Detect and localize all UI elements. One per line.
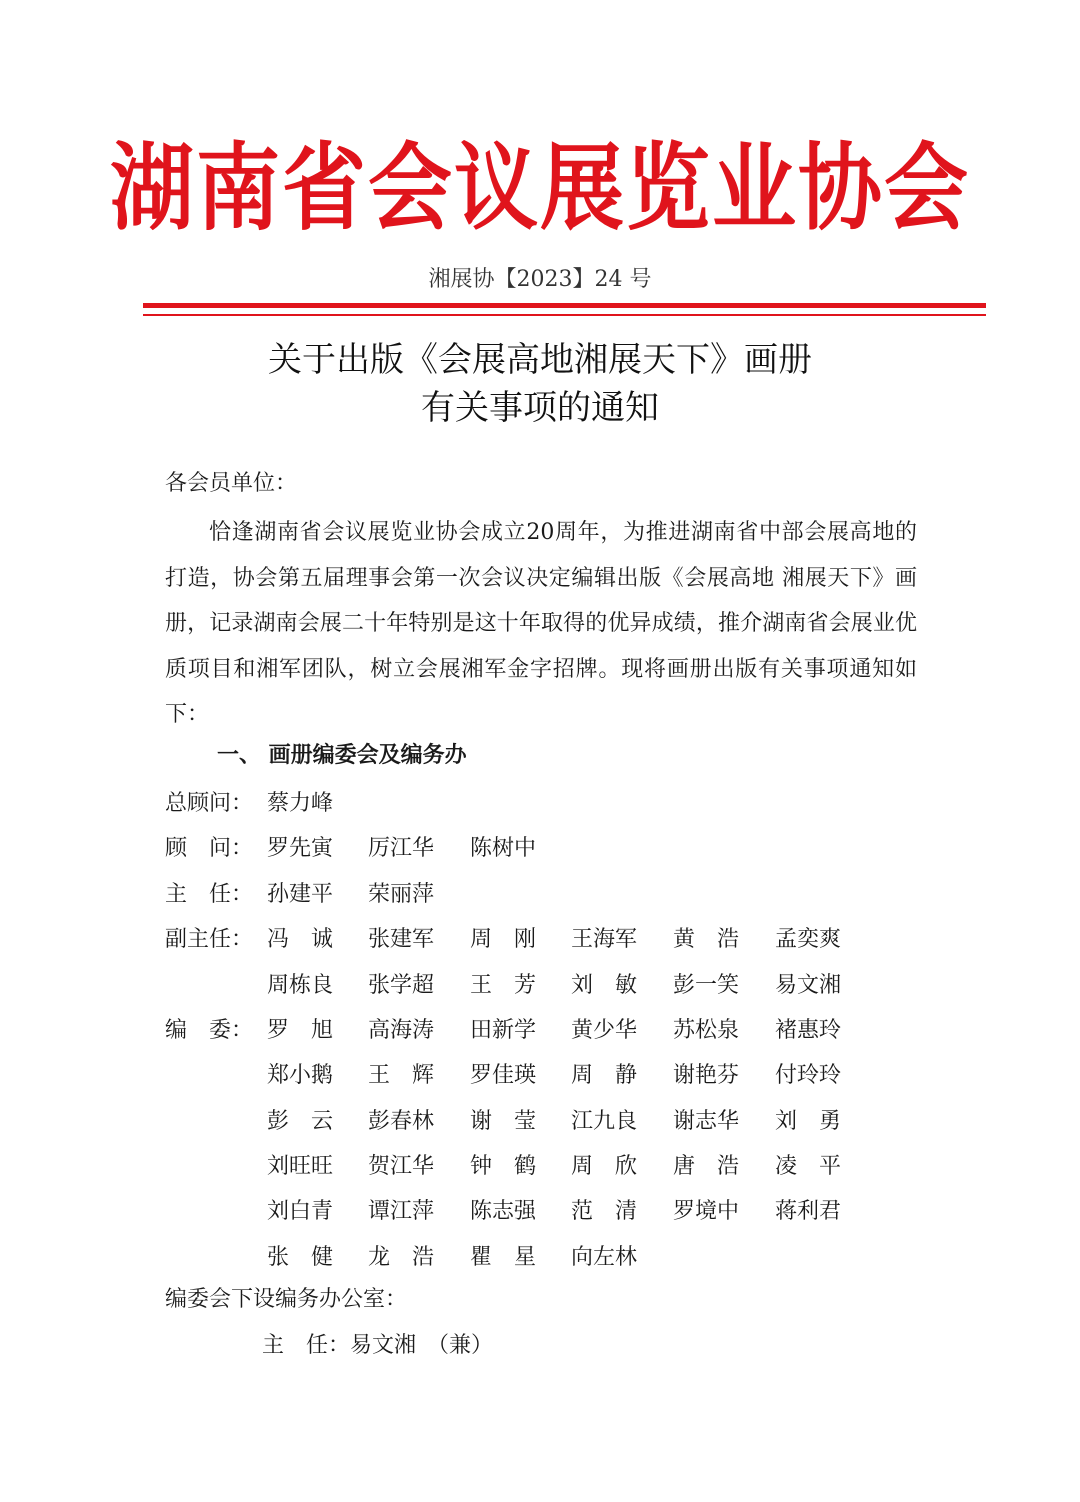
committee-member-name: 罗佳瑛: [470, 1063, 537, 1088]
committee-member-name: 易文湘: [775, 973, 842, 998]
committee-member-name: 付玲玲: [775, 1063, 842, 1088]
committee-member-name: 孙建平: [267, 882, 334, 907]
committee-member-name: 瞿 星: [470, 1245, 537, 1270]
committee-member-name: 张 健: [267, 1245, 334, 1270]
committee-role-label: 顾 问：: [165, 836, 254, 861]
committee-row: [165, 1058, 925, 1103]
org-name-header: 湖南省会议展览业协会: [109, 133, 970, 243]
committee-row: [165, 877, 925, 922]
committee-row: [165, 968, 925, 1013]
committee-member-name: 张建军: [368, 927, 435, 952]
committee-member-name: 罗 旭: [267, 1018, 334, 1043]
committee-member-name: 孟奕爽: [775, 927, 842, 952]
section-heading: 一、 画册编委会及编务办: [217, 743, 467, 768]
document-number: 湘展协【2023】24 号: [428, 267, 652, 292]
committee-member-name: 高海涛: [368, 1018, 435, 1043]
committee-row: [165, 922, 925, 967]
notice-title-line1: 关于出版《会展高地湘展天下》画册: [268, 340, 812, 380]
committee-member-name: 王 辉: [368, 1063, 435, 1088]
committee-member-name: 谭江萍: [368, 1199, 435, 1224]
committee-member-name: 蒋利君: [775, 1199, 842, 1224]
body-paragraph: 恰逢湖南省会议展览业协会成立20周年，为推进湖南省中部会展高地的打造，协会第五届理事会第一次会议决定编辑出版《会展高地 湘展天下》画册，记录湖南会展二十年特别是这十年取得的优异成绩，推介湖南省会展业优质项目和湘军团队，树立会展湘军金字招牌。现将画册出版有关事项通知如下：: [165, 520, 917, 727]
committee-member-name: 黄 浩: [673, 927, 740, 952]
committee-member-name: 王海军: [571, 927, 638, 952]
committee-member-name: 凌 平: [775, 1154, 842, 1179]
committee-member-name: 荣丽萍: [368, 882, 435, 907]
committee-role-label: 主 任：: [165, 882, 254, 907]
committee-member-name: 罗先寅: [267, 836, 334, 861]
header-divider-thick: [143, 303, 986, 308]
committee-member-name: 钟 鹤: [470, 1154, 537, 1179]
committee-role-label: 编 委：: [165, 1018, 254, 1043]
committee-member-name: 刘 敏: [571, 973, 638, 998]
committee-row: [165, 1104, 925, 1149]
committee-row: [165, 1013, 925, 1058]
committee-member-name: 刘 勇: [775, 1109, 842, 1134]
committee-member-name: 唐 浩: [673, 1154, 740, 1179]
committee-member-name: 谢志华: [673, 1109, 740, 1134]
committee-member-name: 范 清: [571, 1199, 638, 1224]
committee-member-name: 彭春林: [368, 1109, 435, 1134]
salutation: 各会员单位：: [165, 471, 298, 496]
committee-member-name: 苏松泉: [673, 1018, 740, 1043]
committee-member-name: 罗境中: [673, 1199, 740, 1224]
committee-row: [165, 1194, 925, 1239]
committee-member-name: 贺江华: [368, 1154, 435, 1179]
committee-member-name: 王 芳: [470, 973, 537, 998]
committee-member-name: 刘旺旺: [267, 1154, 334, 1179]
committee-member-name: 龙 浩: [368, 1245, 435, 1270]
committee-member-name: 田新学: [470, 1018, 537, 1043]
committee-role-label: 副主任：: [165, 927, 254, 952]
committee-member-name: 江九良: [571, 1109, 638, 1134]
committee-member-name: 刘白青: [267, 1199, 334, 1224]
committee-member-name: 周 静: [571, 1063, 638, 1088]
committee-member-name: 谢 莹: [470, 1109, 537, 1134]
office-director: 主 任：易文湘 （兼）: [262, 1333, 494, 1358]
committee-member-name: 冯 诚: [267, 927, 334, 952]
committee-member-name: 张学超: [368, 973, 435, 998]
committee-member-name: 厉江华: [368, 836, 435, 861]
committee-member-name: 郑小鹅: [267, 1063, 334, 1088]
committee-member-name: 褚惠玲: [775, 1018, 842, 1043]
committee-role-label: 总顾问：: [165, 791, 254, 816]
committee-row: [165, 786, 925, 831]
notice-title-line2: 有关事项的通知: [421, 388, 659, 428]
committee-member-name: 谢艳芬: [673, 1063, 740, 1088]
committee-row: [165, 1149, 925, 1194]
committee-member-name: 周 欣: [571, 1154, 638, 1179]
committee-member-name: 蔡力峰: [267, 791, 334, 816]
committee-member-name: 周栋良: [267, 973, 334, 998]
committee-member-name: 陈树中: [470, 836, 537, 861]
committee-member-name: 黄少华: [571, 1018, 638, 1043]
header-divider-thin: [143, 314, 986, 316]
committee-row: [165, 1240, 925, 1285]
office-label: 编委会下设编务办公室：: [165, 1287, 408, 1312]
committee-member-name: 彭 云: [267, 1109, 334, 1134]
committee-member-name: 周 刚: [470, 927, 537, 952]
committee-member-name: 陈志强: [470, 1199, 537, 1224]
committee-member-name: 彭一笑: [673, 973, 740, 998]
committee-member-name: 向左林: [571, 1245, 638, 1270]
committee-row: [165, 831, 925, 876]
